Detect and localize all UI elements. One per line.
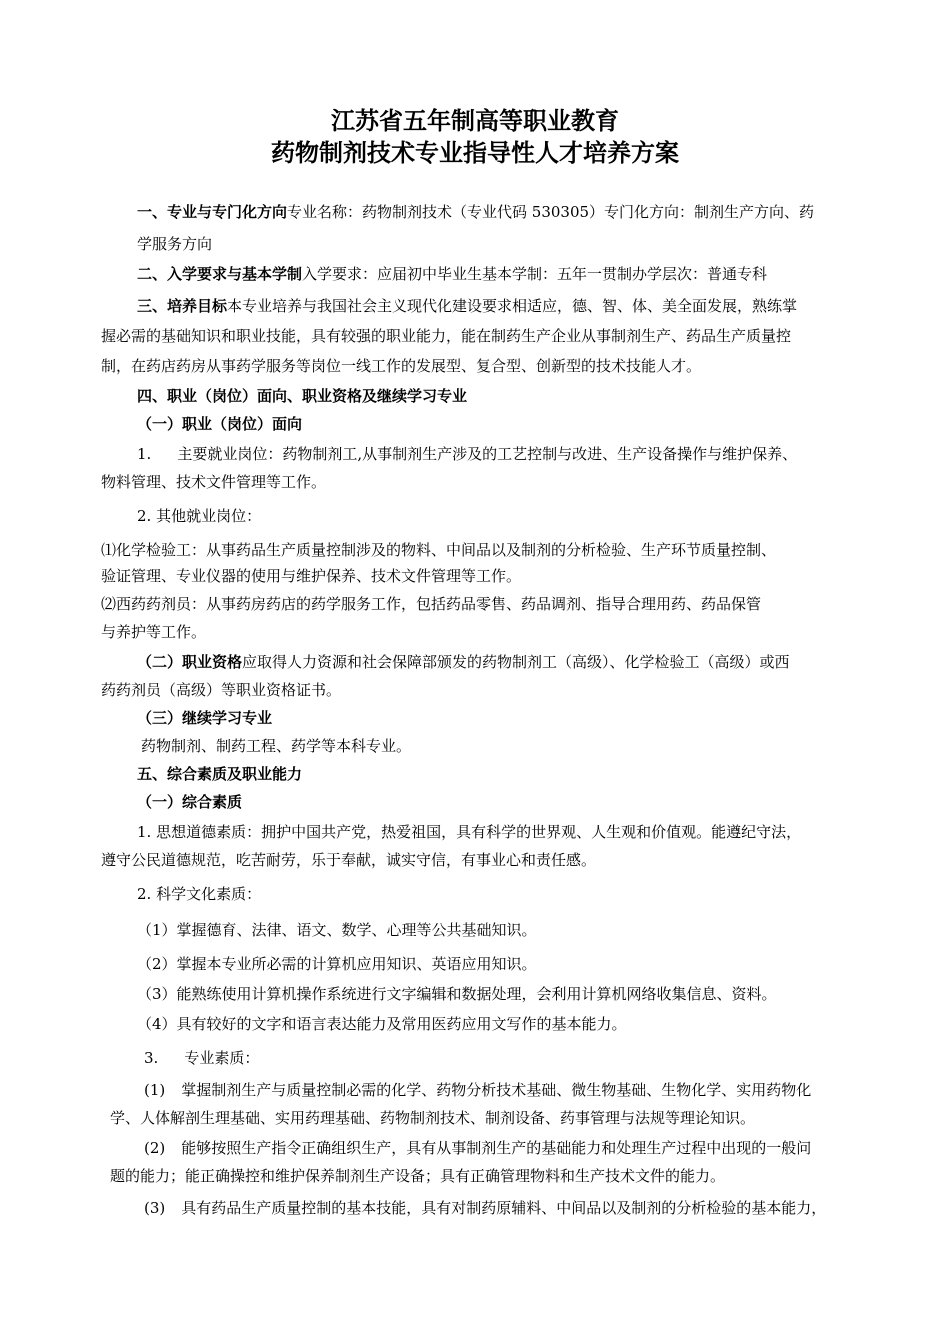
item-text: 主要就业岗位：药物制剂工,从事制剂生产涉及的工艺控制与改进、生产设备操作与维护保养、 — [177, 445, 798, 463]
section-5-1-item-2: 2. 科学文化素质： — [137, 885, 262, 903]
section-4-1-item-1-line-2: 物料管理、技术文件管理等工作。 — [101, 473, 327, 491]
section-5-1-item-3-1-line-1 — [144, 1080, 811, 1100]
section-4-1-item-2: 2. 其他就业岗位： — [137, 507, 262, 525]
doc-title-line-1: 江苏省五年制高等职业教育 — [331, 107, 619, 135]
section-4-1-heading: （一）职业（岗位）面向 — [137, 415, 303, 433]
section-3-line-3: 制，在药店药房从事药学服务等岗位一线工作的发展型、复合型、创新型的技术技能人才。 — [101, 357, 702, 375]
section-4-1-item-2-2-line-1: ⑵西药药剂员：从事药房药店的药学服务工作，包括药品零售、药品调剂、指导合理用药、药品保管 — [101, 595, 762, 613]
section-3-heading: 三、培养目标 — [137, 297, 228, 315]
section-5-1-item-2-3: （3）能熟练使用计算机操作系统进行文字编辑和数据处理，会利用计算机网络收集信息、资料。 — [137, 985, 777, 1003]
section-3-line-2: 握必需的基础知识和职业技能，具有较强的职业能力，能在制药生产企业从事制剂生产、药品生产质量控 — [101, 327, 792, 345]
section-4-1-item-1-line-1 — [137, 444, 797, 464]
section-4-1-item-2-2-line-2: 与养护等工作。 — [101, 623, 207, 641]
section-5-heading: 五、综合素质及职业能力 — [137, 765, 303, 783]
section-5-1-item-2-1: （1）掌握德育、法律、语文、数学、心理等公共基础知识。 — [137, 921, 537, 939]
item-number: 1. — [137, 445, 152, 463]
section-3-text: 本专业培养与我国社会主义现代化建设要求相适应，德、智、体、美全面发展，熟练掌 — [227, 297, 798, 315]
section-5-1-item-3-3-line-1 — [144, 1198, 826, 1218]
item-text: 能够按照生产指令正确组织生产，具有从事制剂生产的基础能力和处理生产过程中出现的一般问 — [181, 1139, 812, 1157]
item-text: 专业素质： — [184, 1049, 260, 1067]
section-2-heading: 二、入学要求与基本学制 — [137, 265, 303, 283]
item-text: 掌握制剂生产与质量控制必需的化学、药物分析技术基础、微生物基础、生物化学、实用药物化 — [181, 1081, 812, 1099]
section-4-heading: 四、职业（岗位）面向、职业资格及继续学习专业 — [137, 387, 468, 405]
section-4-2-line-2: 药药剂员（高级）等职业资格证书。 — [101, 681, 342, 699]
section-5-1-item-1-line-2: 遵守公民道德规范，吃苦耐劳，乐于奉献，诚实守信，有事业心和责任感。 — [101, 851, 597, 869]
item-number: 3. — [144, 1049, 159, 1067]
section-4-1-item-2-1-line-1: ⑴化学检验工：从事药品生产质量控制涉及的物料、中间品以及制剂的分析检验、生产环节质量控制、 — [101, 541, 777, 559]
item-number: (3) — [144, 1199, 166, 1217]
item-number: (1) — [144, 1081, 166, 1099]
section-2-text: 入学要求：应届初中毕业生基本学制：五年一贯制办学层次：普通专科 — [302, 265, 768, 283]
section-2-line — [137, 264, 767, 284]
section-5-1-heading: （一）综合素质 — [137, 793, 243, 811]
section-5-1-item-3-2-line-1 — [144, 1138, 811, 1158]
section-4-3-heading: （三）继续学习专业 — [137, 709, 273, 727]
section-5-1-item-3-2-line-2: 题的能力；能正确操控和维护保养制剂生产设备；具有正确管理物料和生产技术文件的能力。 — [110, 1167, 726, 1185]
section-5-1-item-2-2: （2）掌握本专业所必需的计算机应用知识、英语应用知识。 — [137, 955, 537, 973]
section-1-line-1 — [137, 202, 814, 222]
section-5-1-item-2-4: （4）具有较好的文字和语言表达能力及常用医药应用文写作的基本能力。 — [137, 1015, 627, 1033]
section-1-line-2: 学服务方向 — [137, 235, 213, 253]
section-4-1-item-2-1-line-2: 验证管理、专业仪器的使用与维护保养、技术文件管理等工作。 — [101, 567, 522, 585]
section-5-1-item-3 — [144, 1048, 259, 1068]
item-number: (2) — [144, 1139, 166, 1157]
doc-title-line-2: 药物制剂技术专业指导性人才培养方案 — [271, 139, 679, 167]
section-5-1-item-3-1-line-2: 学、人体解剖生理基础、实用药理基础、药物制剂技术、制剂设备、药事管理与法规等理论知识。 — [110, 1109, 756, 1127]
section-4-2-heading: （二）职业资格 — [137, 653, 243, 671]
section-1-heading: 一、专业与专门化方向 — [137, 203, 288, 221]
item-text: 具有药品生产质量控制的基本技能，具有对制药原辅料、中间品以及制剂的分析检验的基本能力， — [181, 1199, 827, 1217]
section-5-1-item-1-line-1: 1. 思想道德素质：拥护中国共产党，热爱祖国，具有科学的世界观、人生观和价值观。能遵纪守法， — [137, 823, 802, 841]
section-1-text: 专业名称：药物制剂技术（专业代码 530305）专门化方向：制剂生产方向、药 — [287, 203, 815, 221]
section-4-2-line-1 — [137, 652, 790, 672]
section-4-3-text: 药物制剂、制药工程、药学等本科专业。 — [141, 737, 412, 755]
section-4-2-text: 应取得人力资源和社会保障部颁发的药物制剂工（高级）、化学检验工（高级）或西 — [242, 653, 790, 671]
section-3-line-1 — [137, 296, 797, 316]
